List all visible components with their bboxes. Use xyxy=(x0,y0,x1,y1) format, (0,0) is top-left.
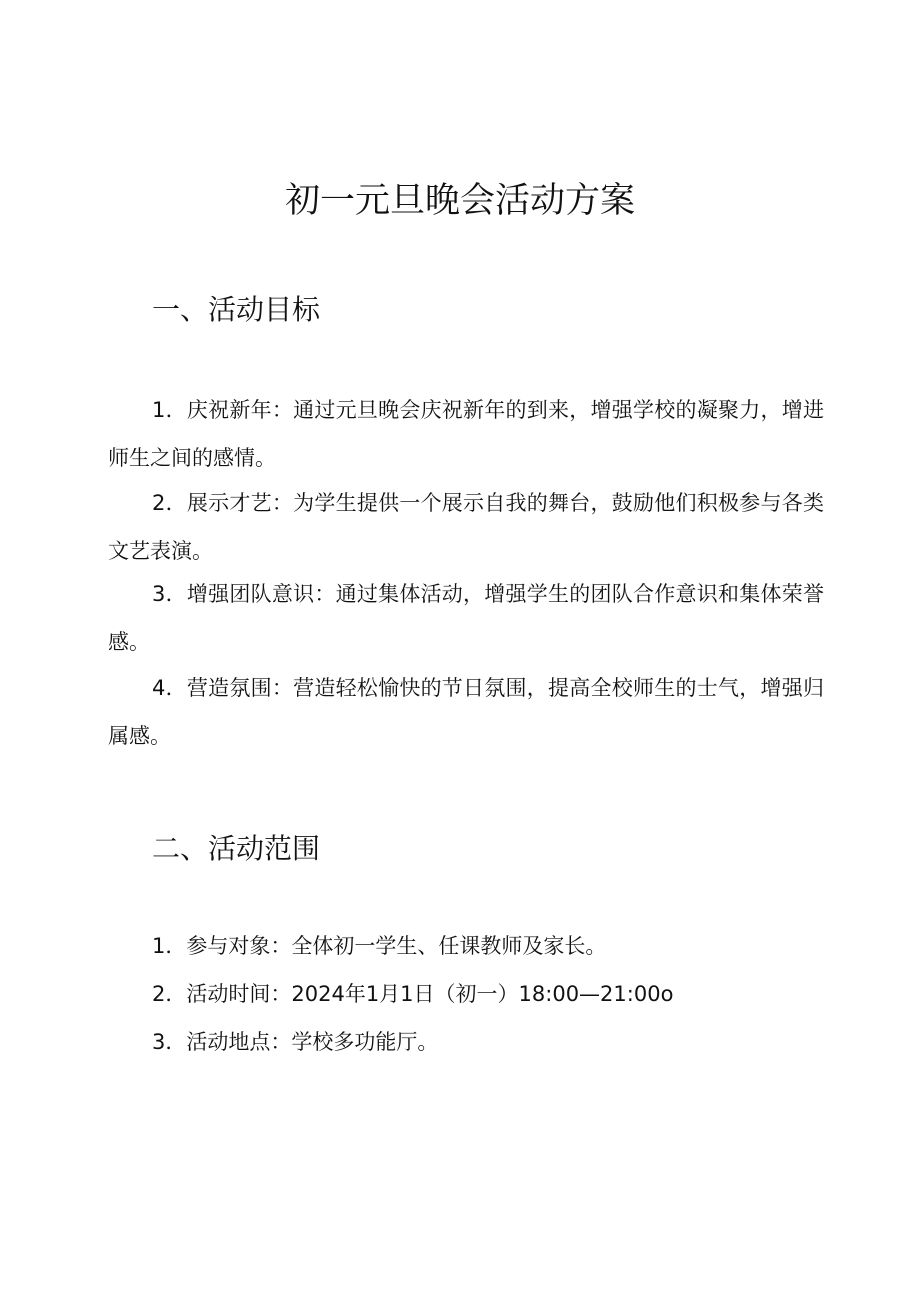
item-number: 2． xyxy=(152,491,187,515)
item-text: 活动地点：学校多功能厅。 xyxy=(186,1030,439,1054)
item-text: 活动时间：2024年1月1日（初一）18:00—21:00o xyxy=(186,982,674,1006)
list-item xyxy=(108,386,824,482)
item-number: 1． xyxy=(152,934,187,958)
item-text: 庆祝新年：通过元旦晚会庆祝新年的到来，增强学校的凝聚力，增进师生之间的感情。 xyxy=(108,398,824,470)
item-number: 3． xyxy=(152,1030,187,1054)
item-number: 2． xyxy=(152,982,187,1006)
section-heading-scope: 二、活动范围 xyxy=(152,832,321,865)
item-text: 营造氛围：营造轻松愉快的节日氛围，提高全校师生的士气，增强归属感。 xyxy=(108,676,824,748)
section-heading-goals: 一、活动目标 xyxy=(152,293,321,326)
item-number: 4． xyxy=(152,676,187,700)
item-number: 1． xyxy=(152,398,187,422)
list-item xyxy=(108,570,824,666)
list-item xyxy=(108,970,824,1018)
list-item xyxy=(108,922,824,970)
list-item xyxy=(108,479,824,575)
item-number: 3． xyxy=(152,582,187,606)
list-item xyxy=(108,1018,824,1066)
item-text: 展示才艺：为学生提供一个展示自我的舞台，鼓励他们积极参与各类文艺表演。 xyxy=(108,491,824,563)
item-text: 增强团队意识：通过集体活动，增强学生的团队合作意识和集体荣誉感。 xyxy=(108,582,824,654)
page-title: 初一元旦晚会活动方案 xyxy=(284,181,635,221)
item-text: 参与对象：全体初一学生、任课教师及家长。 xyxy=(186,934,607,958)
list-item xyxy=(108,664,824,760)
